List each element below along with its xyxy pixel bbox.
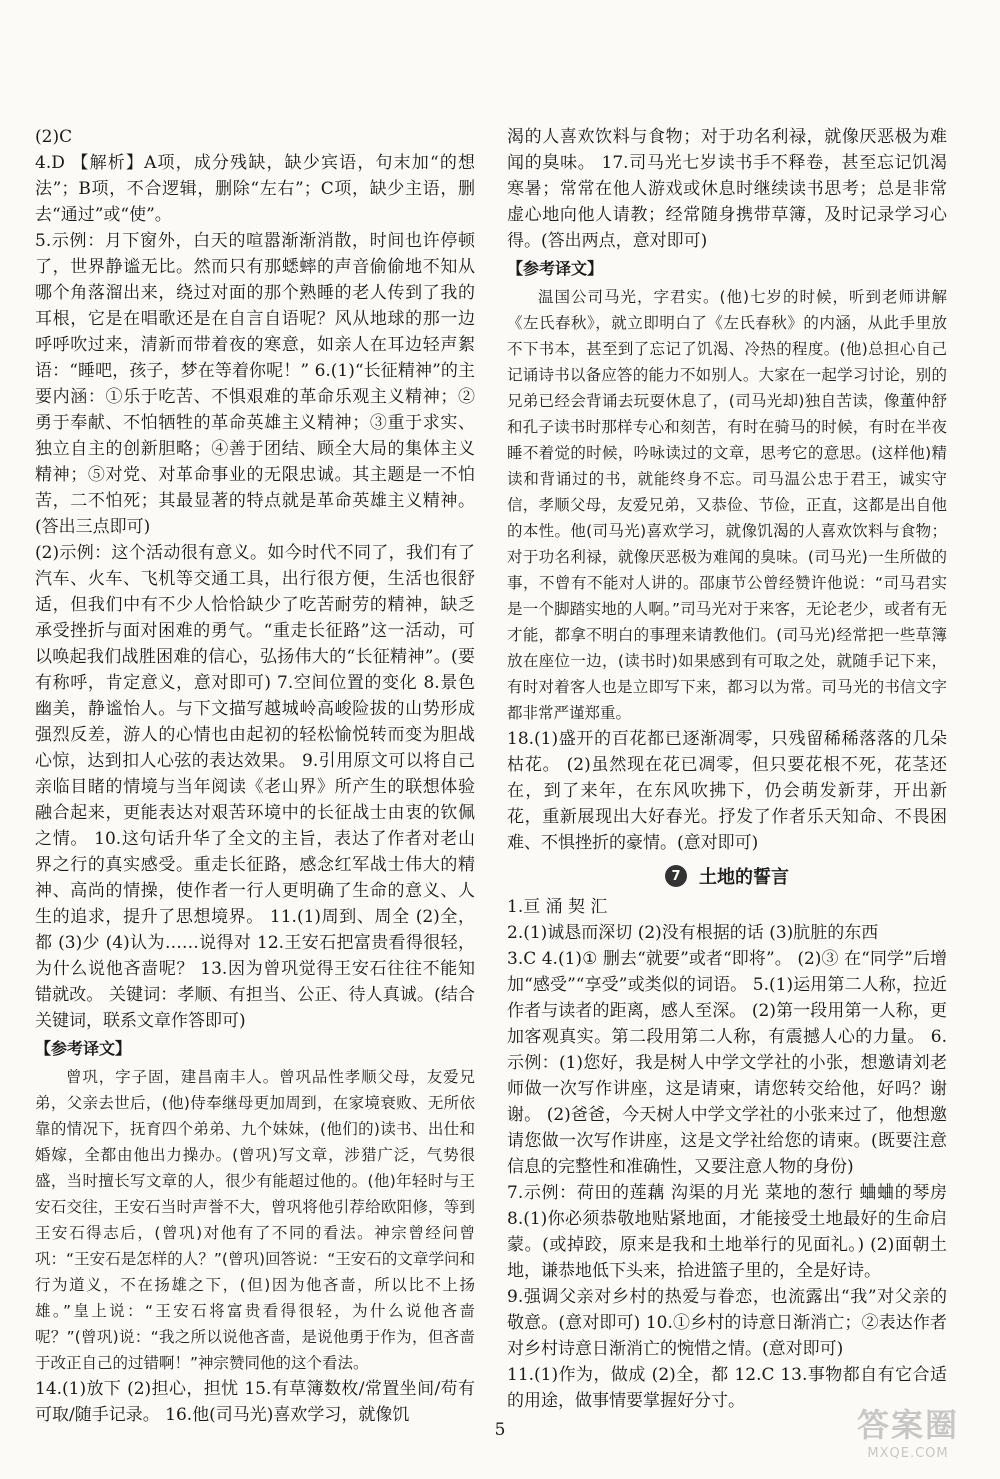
page-number: 5 xyxy=(494,1420,506,1440)
answer-paragraph: (2)C xyxy=(35,127,73,147)
reference-translation-text: 温国公司马光，字君实。(他)七岁的时候，听到老师讲解《左氏春秋》，就立即明白了《左氏春秋》的内涵，从此手里放不下书本，甚至到了忘记了饥渴、冷热的程度。(他)总担心自己记诵诗书以备应答的能力不如别人。大家在一起学习讨论，别的兄弟已经会背诵去玩耍休息了，(司马光却)独自苦读，像董仲舒和孔子读书时那样专心和刻苦，有时在骑马的时候，有时在半夜睡不着觉的时候，吟咏读过的文章，思考它的意思。(这样他)精读和背诵过的书，就能终身不忘。司马温公忠于君王，诚实守信，孝顺父母，友爱兄弟，又恭俭、节俭，正直，这都是出自他的本性。他(司马光)喜欢学习，就像饥渴的人喜欢饮料与食物；对于功名利禄，就像厌恶极为难闻的臭味。(司马光)一生所做的事，不曾有不能对人讲的。邵康节公曾经赞许他说：“司马君实是一个脚踏实地的人啊。”司马光对于来客，无论老少，或者有无才能，都拿不明白的事理来请教他们。(司马光)经常把一些草簿放在座位一边，(读书时)如果感到有可取之处，就随手记下来，有时对着客人也是立即写下来，都习以为常。司马光的书信文字都非常严谨郑重。 xyxy=(507,288,947,722)
answer-paragraph: 1.亘 涌 契 汇 xyxy=(507,897,608,917)
answer-paragraph: 9.强调父亲对乡村的热爱与眷恋，也流露出“我”对父亲的敬意。(意对即可) 10.①乡村的诗意日渐消亡；②表达作者对乡村诗意日渐消亡的惋惜之情。(意对即可) xyxy=(507,1287,947,1359)
watermark-logo xyxy=(838,1399,978,1461)
answer-paragraph: 5.示例：月下窗外，白天的喧嚣渐渐消散，时间也许停顿了，世界静谧无比。然而只有那蟋蟀的声音偷偷地不知从哪个角落溜出来，绕过对面的那个熟睡的老人传到了我的耳根，它是在唱歌还是在自言自语呢？风从地球的那一边呼呼吹过来，清新而带着夜的寒意，如亲人在耳边轻声絮语：“睡吧，孩子，梦在等着你呢！” 6.(1)“长征精神”的主要内涵：①乐于吃苦、不惧艰难的革命乐观主义精神；②勇于奉献、不怕牺牲的革命英雄主义精神；③重于求实、独立自主的创新胆略；④善于团结、顾全大局的集体主义精神；⑤对党、对革命事业的无限忠诚。其主题是一不怕苦，二不怕死；其最显著的特点就是革命英雄主义精神。(答出三点即可) xyxy=(35,231,475,537)
answer-paragraph: 18.(1)盛开的百花都已逐渐凋零，只残留稀稀落落的几朵枯花。 (2)虽然现在花已凋零，但只要花根不死，花茎还在，到了来年，在东风吹拂下，仍会萌发新芽，开出新花，重新展现出大好春光。抒发了作者乐天知命、不畏困难、不惧挫折的豪情。(意对即可) xyxy=(507,729,947,853)
section-heading xyxy=(507,862,947,890)
answer-paragraph: 14.(1)放下 (2)担心，担忧 15.有草簿数枚/常置坐间/苟有可取/随手记录。 16.他(司马光)喜欢学习，就像饥 xyxy=(35,1379,475,1425)
answer-paragraph: 11.(1)作为，做成 (2)全，都 12.C 13.事物都自有它合适的用途，做事情要掌握好分寸。 xyxy=(507,1365,947,1411)
section-number-badge: 7 xyxy=(665,865,687,887)
answer-paragraph: 渴的人喜欢饮料与食物；对于功名利禄，就像厌恶极为难闻的臭味。 17.司马光七岁读书手不释卷，甚至忘记饥渴寒暑；常常在他人游戏或休息时继续读书思考；总是非常虚心地向他人请教；经常随身携带草簿，及时记录学习心得。(答出两点，意对即可) xyxy=(507,127,947,251)
answer-paragraph: 3.C 4.(1)① 删去“就要”或者“即将”。 (2)③ 在“同学”后增加“感受”“享受”或类似的词语。 5.(1)运用第二人称，拉近作者与读者的距离，感人至深。 (2)第一段用第一人称，更加客观真实。第二段用第二人称，有震撼人心的力量。 6.示例：(1)您好，我是树人中学文学社的小张，想邀请刘老师做一次写作讲座，这是请柬，请您转交给他，好吗？谢谢。 (2)爸爸，今天树人中学文学社的小张来过了，他想邀请您做一次写作讲座，这是文学社给您的请柬。(既要注意信息的完整性和准确性，又要注意人物的身份) xyxy=(507,949,947,1177)
right-column xyxy=(507,124,947,1414)
answer-paragraph: 7.示例：荷田的莲藕 沟渠的月光 菜地的葱行 蛐蛐的琴房 8.(1)你必须恭敬地贴紧地面，才能接受土地最好的生命启蒙。(或掉跤，原来是我和土地举行的见面礼。) (2)面朝土地，谦恭地低下头来，拾进篮子里的，全是好诗。 xyxy=(507,1183,947,1281)
section-title: 土地的誓言 xyxy=(699,867,789,888)
answer-paragraph: 2.(1)诚恳而深切 (2)没有根据的话 (3)肮脏的东西 xyxy=(507,923,879,943)
reference-translation-text: 曾巩，字子固，建昌南丰人。曾巩品性孝顺父母，友爱兄弟，父亲去世后，(他)侍奉继母更加周到，在家境衰败、无所依靠的情况下，抚育四个弟弟、九个妹妹，(他们的)读书、出仕和婚嫁，全都由他出力操办。(曾巩)写文章，涉猎广泛，气势很盛，当时擅长写文章的人，很少有能超过他的。(他)年轻时与王安石交往，王安石当时声誉不大，曾巩将他引荐给欧阳修，等到王安石得志后，(曾巩)对他有了不同的看法。神宗曾经问曾巩：“王安石是怎样的人？”(曾巩)回答说：“王安石的文章学问和行为道义，不在扬雄之下，(但)因为他吝啬，所以比不上扬雄。”皇上说：“王安石将富贵看得很轻，为什么说他吝啬呢？”(曾巩)说：“我之所以说他吝啬，是说他勇于作为，但吝啬于改正自己的过错啊！”神宗赞同他的这个看法。 xyxy=(35,1068,475,1372)
answer-paragraph: (2)示例：这个活动很有意义。如今时代不同了，我们有了汽车、火车、飞机等交通工具，出行很方便，生活也很舒适，但我们中有不少人恰恰缺少了吃苦耐劳的精神，缺乏承受挫折与面对困难的勇气。“重走长征路”这一活动，可以唤起我们战胜困难的信心，弘扬伟大的“长征精神”。(要有称呼，肯定意义，意对即可) 7.空间位置的变化 8.景色幽美，静谧怡人。与下文描写越城岭高峻险拔的山势形成强烈反差，游人的心情也由起初的轻松愉悦转而变为胆战心惊，达到扣人心弦的表达效果。 9.引用原文可以将自己亲临目睹的情境与当年阅读《老山界》所产生的联想体验融合起来，更能表达对艰苦环境中的长征战士由衷的钦佩之情。 10.这句话升华了全文的主旨，表达了作者对老山界之行的真实感受。重走长征路，感念红军战士伟大的精神、高尚的情操，使作者一行人更明确了生命的意义、人生的追求，提升了思想境界。 11.(1)周到、周全 (2)全，都 (3)少 (4)认为……说得对 12.王安石把富贵看得很轻，为什么说他吝啬呢？ 13.因为曾巩觉得王安石往往不能知错就改。 关键词：孝顺、有担当、公正、待人真诚。(结合关键词，联系文章作答即可) xyxy=(35,543,475,1031)
watermark-url: MXQE.COM xyxy=(867,1445,949,1461)
watermark-logo-text: 答案圈 xyxy=(856,1405,959,1444)
answer-paragraph: 4.D 【解析】A项，成分残缺，缺少宾语，句末加“的想法”；B项，不合逻辑，删除“左右”；C项，缺少主语，删去“通过”或“使”。 xyxy=(35,153,475,225)
reference-translation-tag: 【参考译文】 xyxy=(35,1039,132,1058)
left-column xyxy=(35,124,475,1428)
reference-translation-tag: 【参考译文】 xyxy=(507,259,604,278)
